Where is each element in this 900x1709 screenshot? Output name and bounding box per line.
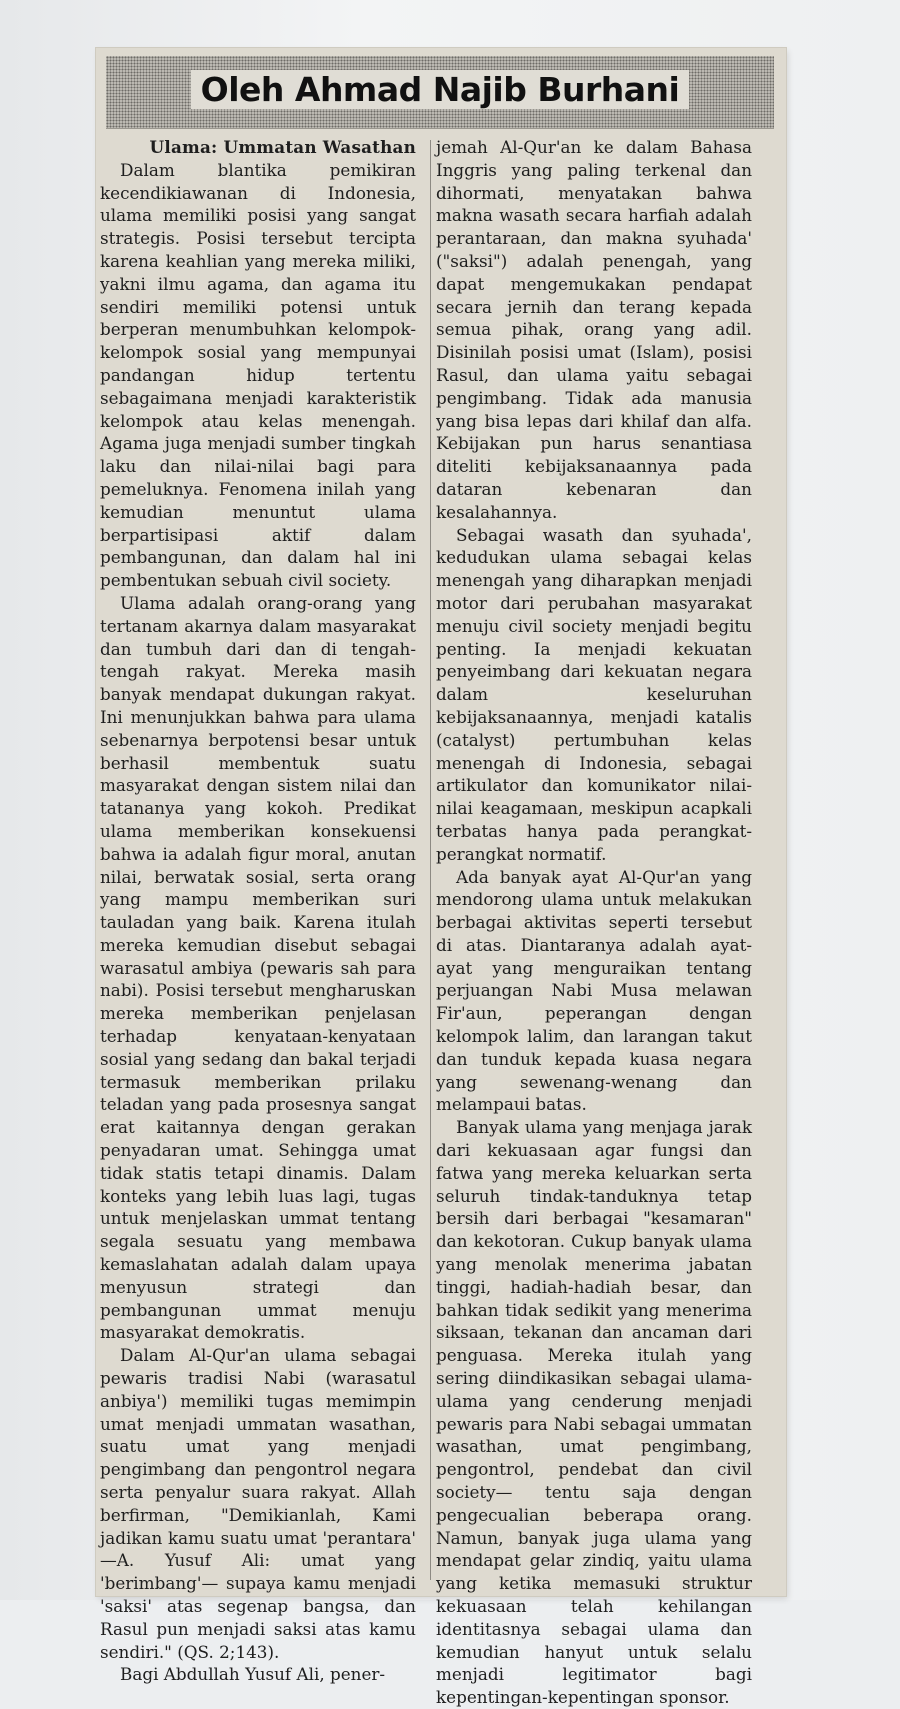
paragraph: Ada banyak ayat Al-Qur'an yang mendorong ulama untuk melakukan berbagai aktivitas seperti tersebut di atas. Diantaranya adalah ayat-ayat yang menguraikan tentang perjuangan Nabi Musa melawan Fir'aun, peperangan dengan kelompok lalim, dan larangan takut dan tunduk kepada kuasa negara yang sewenang-wenang dan melampaui batas.: [436, 866, 752, 1115]
paragraph: Bagi Abdullah Yusuf Ali, pener-: [120, 1664, 386, 1685]
column-divider: [430, 140, 431, 1580]
paragraph: Ulama adalah orang-orang yang tertanam akarnya dalam masyarakat dan tumbuh dari dan di tengah-tengah rakyat. Mereka masih banyak mendapat dukungan rakyat. Ini menunjukkan bahwa para ulama sebenarnya berpotensi besar untuk berhasil membentuk suatu masyarakat dengan sistem nilai dan tatananya yang kokoh. Predikat ulama memberikan konsekuensi bahwa ia adalah figur moral, anutan nilai, berwatak sosial, serta orang yang mampu memberikan suri tauladan yang baik. Karena itulah mereka kemudian disebut sebagai warasatul ambiya (pewaris sah para nabi). Posisi tersebut mengharuskan mereka memberikan penjelasan terhadap kenyataan-kenyataan sosial yang sedang dan bakal terjadi termasuk memberikan prilaku teladan yang pada prosesnya sangat erat kaitannya dengan gerakan penyadaran umat. Sehingga umat tidak statis tetapi dinamis. Dalam konteks yang lebih luas lagi, tugas untuk menjelaskan ummat tentang segala sesuatu yang membawa kemaslahatan adalah dalam upaya menyusun strategi dan pembangunan ummat menuju masyarakat demokratis.: [100, 592, 416, 1343]
paragraph: Dalam blantika pemikiran kecendikiawanan di Indonesia, ulama memiliki posisi yang sangat strategis. Posisi tersebut tercipta karena keahlian yang mereka miliki, yakni ilmu agama, dan agama itu sendiri memiliki potensi untuk berperan menumbuhkan kelompok-kelompok sosial yang mempunyai pandangan hidup tertentu sebagaimana menjadi karakteristik kelompok atau kelas menengah. Agama juga menjadi sumber tingkah laku dan nilai-nilai bagi para pemeluknya. Fenomena inilah yang kemudian menuntut ulama berpartisipasi aktif dalam pembangunan, dan dalam hal ini pembentukan sebuah civil society.: [100, 159, 416, 591]
byline-banner: [106, 56, 774, 129]
paragraph: Dalam Al-Qur'an ulama sebagai pewaris tradisi Nabi (warasatul anbiya') memiliki tugas memimpin umat menjadi ummatan wasathan, suatu umat yang menjadi pengimbang dan pengontrol negara serta penyalur suara rakyat. Allah berfirman, "Demikianlah, Kami jadikan kamu suatu umat 'perantara' —A. Yusuf Ali: umat yang 'berimbang'— supaya kamu menjadi 'saksi' atas segenap bangsa, dan Rasul pun menjadi saksi atas kamu sendiri." (QS. 2;143).: [100, 1345, 416, 1662]
newspaper-clipping: [96, 48, 786, 1708]
right-column: [436, 136, 752, 1709]
subhead: Ulama: Ummatan Wasathan: [149, 137, 416, 157]
left-column: [100, 136, 416, 1686]
byline: Oleh Ahmad Najib Burhani: [191, 70, 690, 109]
paragraph: jemah Al-Qur'an ke dalam Bahasa Inggris yang paling terkenal dan dihormati, menyatakan bahwa makna wasath secara harfiah adalah perantaraan, dan makna syuhada' ("saksi") adalah penengah, yang dapat mengemukakan pendapat secara jernih dan terang kepada semua pihak, orang yang adil. Disinilah posisi umat (Islam), posisi Rasul, dan ulama yaitu sebagai pengimbang. Tidak ada manusia yang bisa lepas dari khilaf dan alfa. Kebijakan pun harus senantiasa diteliti kebijaksanaannya pada dataran kebenaran dan kesalahannya.: [436, 137, 752, 522]
paragraph: Banyak ulama yang menjaga jarak dari kekuasaan agar fungsi dan fatwa yang mereka keluarkan serta seluruh tindak-tanduknya tetap bersih dari berbagai "kesamaran" dan kekotoran. Cukup banyak ulama yang menolak menerima jabatan tinggi, hadiah-hadiah besar, dan bahkan tidak sedikit yang menerima siksaan, tekanan dan ancaman dari penguasa. Mereka itulah yang sering diindikasikan sebagai ulama-ulama yang cenderung menjadi pewaris para Nabi sebagai ummatan wasathan, umat pengimbang, pengontrol, pendebat dan civil society— tentu saja dengan pengecualian beberapa orang. Namun, banyak juga ulama yang mendapat gelar zindiq, yaitu ulama yang ketika memasuki struktur kekuasaan telah kehilangan identitasnya sebagai ulama dan kemudian hanyut untuk selalu menjadi legitimator bagi kepentingan-kepentingan sponsor.: [436, 1117, 752, 1708]
paragraph: Sebagai wasath dan syuhada', kedudukan ulama sebagai kelas menengah yang diharapkan menjadi motor dari perubahan masyarakat menuju civil society menjadi begitu penting. Ia menjadi kekuatan penyeimbang dari kekuatan negara dalam keseluruhan kebijaksanaannya, menjadi katalis (catalyst) pertumbuhan kelas menengah di Indonesia, sebagai artikulator dan komunikator nilai-nilai keagamaan, meskipun acapkali terbatas hanya pada perangkat-perangkat normatif.: [436, 524, 752, 864]
